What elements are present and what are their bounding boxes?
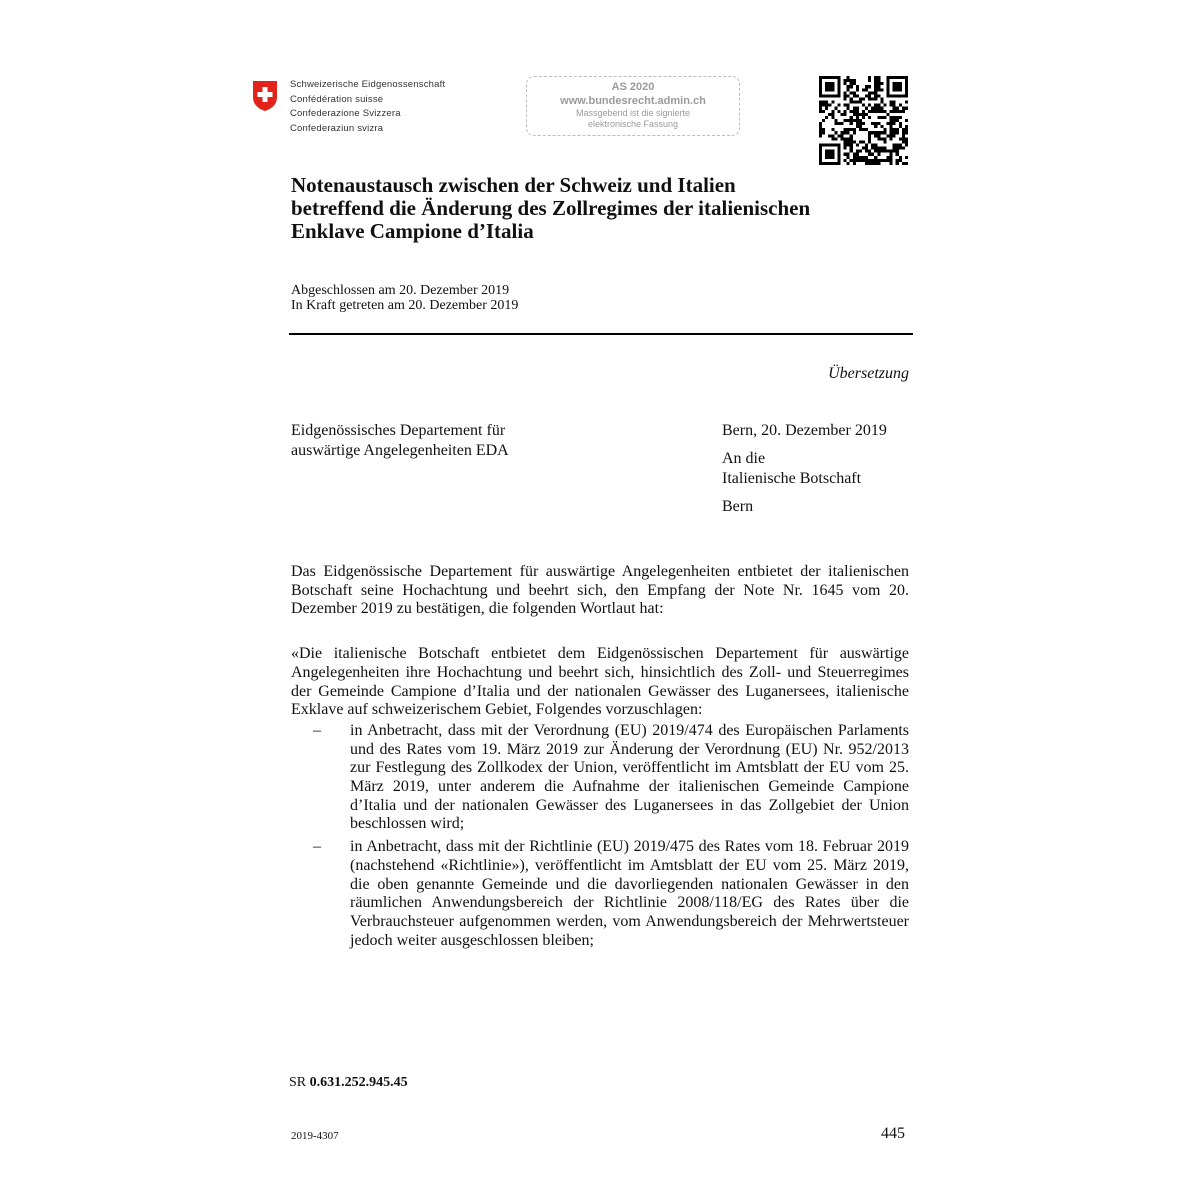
list-item-text: in Anbetracht, dass mit der Verordnung (EU) 2019/474 des Europäischen Parlaments und des Rates vom 19. März 2019 zur Änderung der Verordnung (EU) Nr. 952/2013 zur Festlegung des Zollkodex der Union, veröffentlicht im Amtsblatt der EU vom 25. März 2019, unter anderem die Aufnahme der italienischen Gemeinde Campione d’Italia und der nationalen Gewässer des Luganersees in das Zollgebiet der Union beschlossen wird; [350,721,909,833]
qr-code-icon [819,76,908,165]
translation-label: Übersetzung [828,365,909,382]
letter-body [291,563,909,954]
federation-name-rm: Confederaziun svizra [290,122,384,134]
federation-name-it: Confederazione Svizzera [290,108,401,119]
title-line: betreffend die Änderung des Zollregimes der italienischen [291,196,811,220]
list-item-text: in Anbetracht, dass mit der Richtlinie (EU) 2019/475 des Rates vom 18. Februar 2019 (nachstehend «Richtlinie»), veröffentlicht im Amtsblatt der EU vom 25. März 2019, die oben genannte Gemeinde und die davorliegenden nationalen Gewässer in den räumlichen Anwendungsbereich der Richtlinie 2008/118/EG des Rates über die Verbrauchsteuer aufgenommen werden, vom Anwendungsbereich der Mehrwertsteuer jedoch weiter ausgeschlossen bleiben; [350,838,909,949]
in-force-date: In Kraft getreten am 20. Dezember 2019 [291,298,519,313]
treaty-dates [291,283,518,313]
sender-line-1: Eidgenössisches Departement für [291,422,506,439]
federal-logo [252,78,445,136]
sender-line-2: auswärtige Angelegenheiten EDA [291,442,509,459]
horizontal-rule [289,333,913,335]
dash-bullet: – [313,838,321,856]
concluded-date: Abgeschlossen am 20. Dezember 2019 [291,283,510,298]
stamp-url: www.bundesrecht.admin.ch [560,95,706,107]
federation-name-fr: Confédération suisse [290,93,384,105]
dash-bullet: – [313,721,321,739]
sr-number: 0.631.252.945.45 [309,1075,408,1090]
list-item [291,722,909,834]
place-date: Bern, 20. Dezember 2019 [722,422,887,439]
sr-prefix: SR [289,1075,307,1090]
stamp-note-2: elektronische Fassung [587,119,679,129]
considerations-list [291,722,909,950]
sr-reference [289,1075,408,1091]
title-line: Notenaustausch zwischen der Schweiz und Italien [291,173,736,197]
list-item [291,838,909,950]
federation-names [290,78,445,136]
document-title [291,174,911,243]
federation-name-de: Schweizerische Eidgenossenschaft [290,79,446,90]
sender-block [291,421,509,461]
recipient-block [722,421,887,517]
page-number: 445 [881,1125,905,1142]
document-number: 2019-4307 [291,1130,339,1142]
swiss-cross-shield-icon [252,80,278,112]
signature-stamp [526,76,740,136]
title-line: Enklave Campione d’Italia [291,219,534,243]
stamp-note-1: Massgebend ist die signierte [575,108,691,118]
body-paragraph-1: Das Eidgenössische Departement für auswärtige Angelegenheiten entbietet der italienischen Botschaft seine Hochachtung und beehrt sich, den Empfang der Note Nr. 1645 vom 20. Dezember 2019 zu bestätigen, die folgenden Wortlaut hat: [291,563,909,618]
recipient-city: Bern [722,498,754,515]
recipient-name: Italienische Botschaft [722,470,862,487]
body-paragraph-2: «Die italienische Botschaft entbietet dem Eidgenössischen Departement für auswärtige Angelegenheiten ihre Hochachtung und beehrt sich, hinsichtlich des Zoll- und Steuerregimes der Gemeinde Campione d’Italia und der nationalen Gewässer des Luganersees, italienische Exklave auf schweizerischem Gebiet, Folgendes vorzuschlagen: [291,645,909,719]
stamp-collection: AS 2020 [611,81,655,93]
recipient-to: An die [722,450,766,467]
